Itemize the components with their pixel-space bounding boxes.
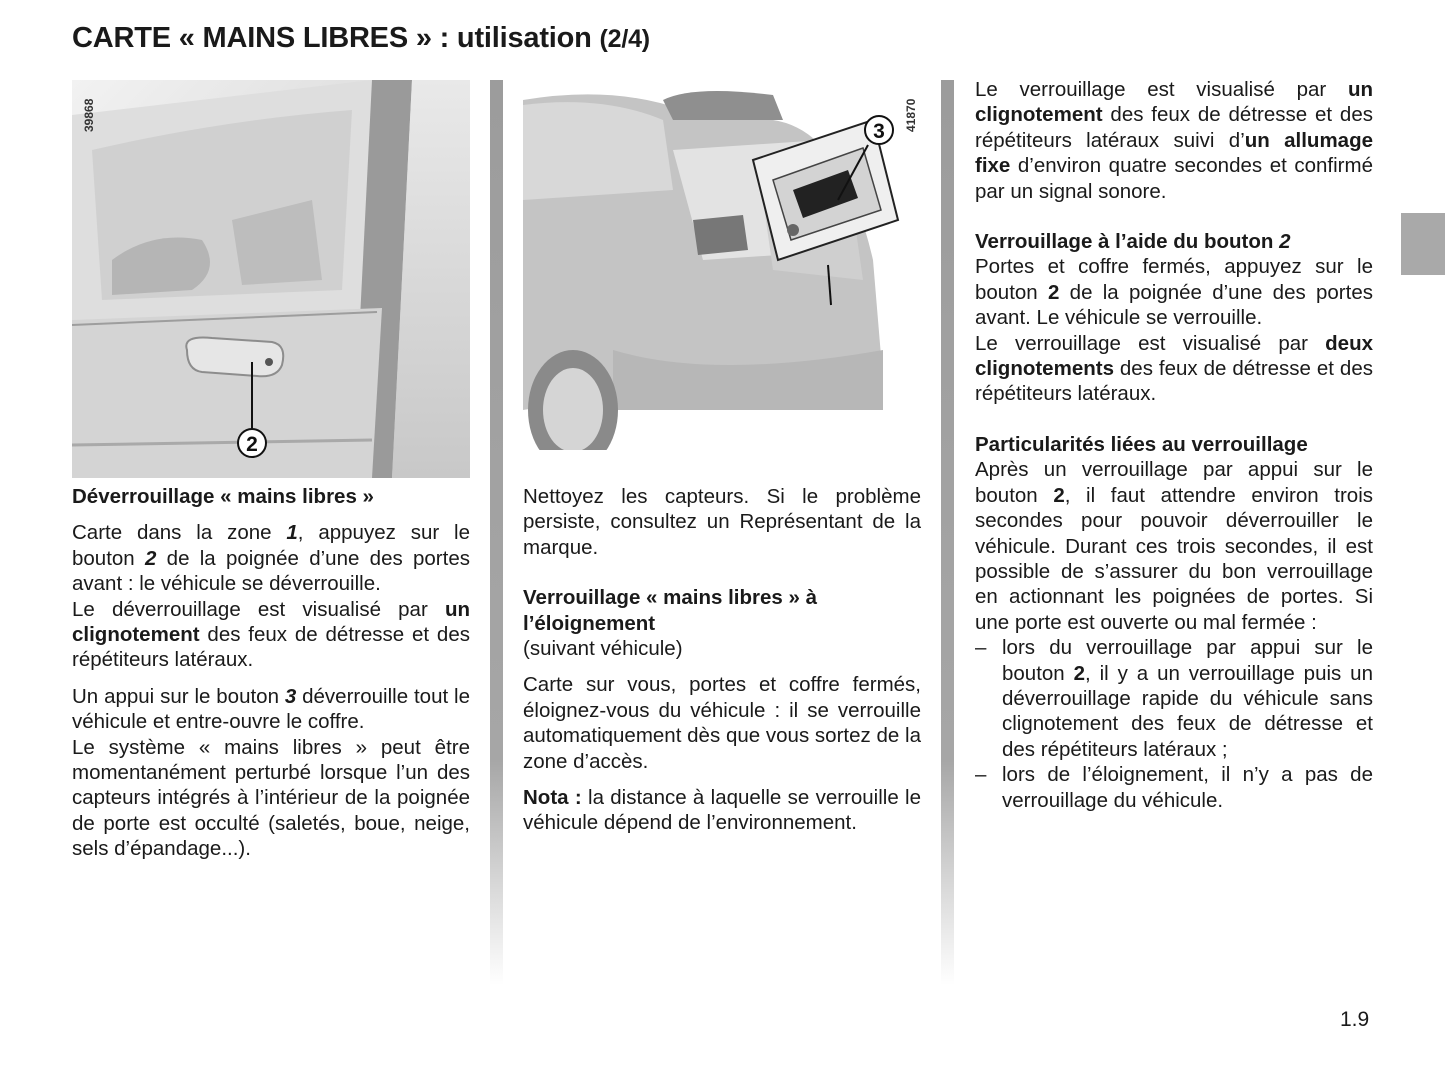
paragraph: Le déverrouillage est visualisé par un clignotement des feux de détresse et des répétiteurs latéraux. bbox=[72, 597, 470, 672]
paragraph: Portes et coffre fermés, appuyez sur le bouton 2 de la poignée d’une des portes avant. Le véhicule se verrouille. bbox=[975, 255, 1373, 330]
heading-particularites: Particularités liées au verrouillage bbox=[975, 432, 1308, 456]
heading-verrouillage-eloignement: Verrouillage « mains libres » à l’éloignement bbox=[523, 586, 817, 635]
section-tab bbox=[1401, 213, 1445, 275]
conditions-list bbox=[975, 635, 1373, 813]
column-separator bbox=[490, 80, 503, 985]
page-number: 1.9 bbox=[1340, 1008, 1370, 1031]
figure-id: 39868 bbox=[82, 98, 96, 132]
column-3 bbox=[975, 77, 1373, 813]
paragraph: Carte sur vous, portes et coffre fermés, éloignez-vous du véhicule : il se verrouille automatiquement dès que vous sortez de la zone d’accès. bbox=[523, 673, 921, 773]
paragraph: Après un verrouillage par appui sur le bouton 2, il faut attendre environ trois secondes pour pouvoir déverrouiller le véhicule. Durant ces trois secondes, il est possible de s’assurer du bon verrouillage en actionnant les poignées de portes. Si une porte est ouverte ou mal fermée : bbox=[975, 458, 1373, 634]
note: Nota : la distance à laquelle se verrouille le véhicule dépend de l’environnement. bbox=[523, 786, 922, 835]
car-rear-illustration bbox=[523, 80, 920, 477]
column-2 bbox=[523, 484, 921, 836]
page-title-part: (2/4) bbox=[599, 25, 650, 53]
paragraph: Le verrouillage est visualisé par deux clignotements des feux de détresse et des répétiteurs latéraux. bbox=[975, 331, 1373, 406]
heading-verrouillage-bouton: Verrouillage à l’aide du bouton 2 bbox=[975, 230, 1291, 254]
column-1 bbox=[72, 484, 470, 862]
door-handle-illustration bbox=[72, 80, 470, 478]
heading-note: (suivant véhicule) bbox=[523, 637, 683, 661]
paragraph: Le système « mains libres » peut être momentanément perturbé lorsque l’un des capteurs intégrés à l’intérieur de la poignée de porte est occulté (saletés, boue, neige, sels d’épandage...). bbox=[72, 735, 470, 861]
paragraph: Le verrouillage est visualisé par un clignotement des feux de détresse et des répétiteurs latéraux suivi d’un allumage fixe d’environ quatre secondes et confirmé par un signal sonore. bbox=[975, 78, 1373, 203]
callout-3: 3 bbox=[873, 120, 885, 143]
heading-deverrouillage: Déverrouillage « mains libres » bbox=[72, 485, 374, 508]
list-item: – lors du verrouillage par appui sur le bouton 2, il y a un verrouillage puis un déverrouillage rapide du véhicule sans clignotement des feux de détresse et des répétiteurs latéraux ; bbox=[975, 635, 1373, 762]
paragraph: Carte dans la zone 1, appuyez sur le bouton 2 de la poignée d’une des portes avant : le véhicule se déverrouille. bbox=[72, 521, 470, 596]
column-separator bbox=[941, 80, 954, 985]
page-title: CARTE « MAINS LIBRES » : utilisation (2/4) bbox=[72, 22, 650, 54]
paragraph: Nettoyez les capteurs. Si le problème persiste, consultez un Représentant de la marque. bbox=[523, 485, 921, 559]
callout-2: 2 bbox=[246, 433, 258, 456]
paragraph: Un appui sur le bouton 3 déverrouille tout le véhicule et entre-ouvre le coffre. bbox=[72, 684, 470, 734]
figure-id: 41870 bbox=[904, 98, 918, 132]
list-item: – lors de l’éloignement, il n’y a pas de verrouillage du véhicule. bbox=[975, 762, 1373, 813]
